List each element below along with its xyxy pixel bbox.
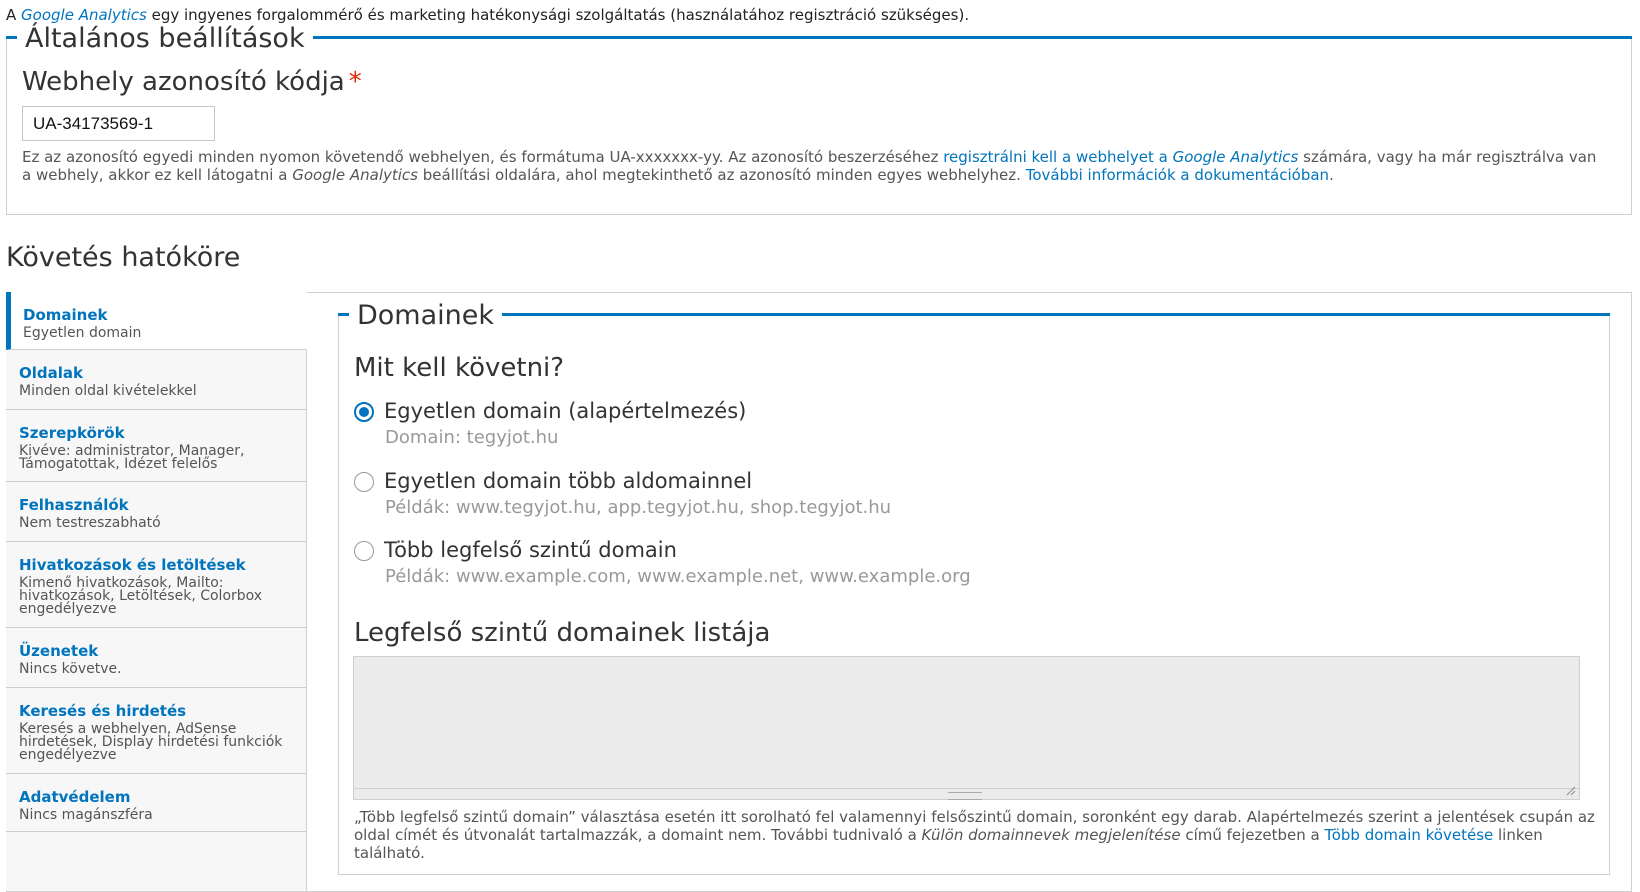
tab-title: Oldalak — [19, 364, 83, 382]
google-analytics-link[interactable]: Google Analytics — [21, 6, 147, 24]
site-id-label: Webhely azonosító kódja * — [22, 67, 362, 97]
radio-single-domain-subdomains[interactable] — [354, 472, 374, 492]
tab-hivatkozasok[interactable] — [6, 542, 307, 628]
radio-description: Példák: www.example.com, www.example.net, www.example.org — [385, 566, 971, 587]
textarea-resize-grip[interactable] — [948, 792, 982, 800]
intro-prefix: A — [6, 6, 17, 24]
tab-felhasznalok[interactable] — [6, 482, 307, 542]
site-id-help-text: Ez az azonosító egyedi minden nyomon követendő webhelyen, és formátuma UA-xxxxxxx-yy. Az azonosító beszerzéséhez regisztrálni kell a webhelyet a Google Analytics számára, vagy ha már regisztrálva van a webhely, akkor ez kell látogatni a Google Analytics beállítási oldalára, ahol megtekinthető az azonosító minden egyes webhelyhez. További információk a dokumentációban. — [22, 148, 1597, 184]
tab-summary: Nem testreszabható — [19, 515, 161, 531]
resize-corner-icon[interactable] — [1566, 786, 1576, 796]
tab-title: Szerepkörök — [19, 424, 125, 442]
tld-list-textarea[interactable] — [353, 656, 1580, 800]
tab-summary: Kimenő hivatkozások, Mailto: hivatkozások, Letöltések, Colorbox engedélyezve — [19, 575, 263, 617]
required-marker: * — [348, 67, 362, 97]
tab-summary: Keresés a webhelyen, AdSense hirdetések, Display hirdetési funkciók engedélyezve — [19, 721, 283, 763]
tab-title: Adatvédelem — [19, 788, 131, 806]
tab-summary: Kivéve: administrator, Manager, Támogatottak, Idézet felelős — [19, 443, 245, 472]
textarea-resize-bar — [354, 788, 1579, 789]
tab-szerepkorok[interactable] — [6, 410, 307, 482]
radio-label: Egyetlen domain (alapértelmezés) — [384, 399, 747, 423]
tab-summary: Egyetlen domain — [23, 325, 142, 341]
general-settings-legend: Általános beállítások — [17, 24, 313, 54]
radio-single-domain[interactable] — [354, 402, 374, 422]
tab-title: Üzenetek — [19, 642, 99, 660]
tab-title: Keresés és hirdetés — [19, 702, 187, 720]
site-id-input[interactable] — [22, 106, 215, 141]
fieldset-top-border — [250, 36, 1632, 39]
intro-suffix: egy ingyenes forgalommérő és marketing hatékonysági szolgáltatás (használatához regisztráció szükséges). — [146, 6, 970, 24]
tab-uzenetek[interactable] — [6, 628, 307, 688]
intro-text — [6, 6, 969, 24]
radio-multiple-tld[interactable] — [354, 541, 374, 561]
tab-summary: Nincs magánszféra — [19, 807, 153, 823]
tab-title: Felhasználók — [19, 496, 129, 514]
tab-adatvedelem[interactable] — [6, 774, 307, 832]
tab-title: Domainek — [23, 306, 108, 324]
tracking-scope-heading: Követés hatóköre — [6, 242, 241, 273]
multi-domain-tracking-link[interactable]: Több domain követése — [1324, 826, 1494, 844]
tab-kereses-hirdetes[interactable] — [6, 688, 307, 774]
radio-description: Példák: www.tegyjot.hu, app.tegyjot.hu, shop.tegyjot.hu — [385, 497, 892, 518]
radio-label: Egyetlen domain több aldomainnel — [384, 469, 753, 493]
documentation-link[interactable]: További információk a dokumentációban — [1025, 166, 1330, 184]
tld-list-label: Legfelső szintű domainek listája — [354, 618, 771, 648]
pane-top-border — [478, 313, 1610, 316]
radio-description: Domain: tegyjot.hu — [385, 427, 559, 448]
what-to-track-heading: Mit kell követni? — [354, 353, 565, 383]
tab-oldalak[interactable] — [6, 350, 307, 410]
tab-summary: Nincs követve. — [19, 661, 122, 677]
radio-label: Több legfelső szintű domain — [384, 538, 677, 562]
domains-legend: Domainek — [349, 301, 502, 331]
general-settings-fieldset — [6, 38, 1632, 215]
tab-title: Hivatkozások és letöltések — [19, 556, 246, 574]
tab-summary: Minden oldal kivételekkel — [19, 383, 197, 399]
tld-list-help-text: „Több legfelső szintű domain” választása esetén itt sorolható fel valamennyi felsőszintű domain, soronként egy darab. Alapértelmezés szerint a jelentések csupán az oldal címét és útvonalát tartalmazzák, a domaint nem. További tudnivaló a Külön domainnevek megjelenítése című fejezetben a Több domain követése linken található. — [354, 808, 1595, 862]
tab-domainek[interactable] — [6, 292, 307, 350]
tab-next-partial[interactable] — [6, 832, 307, 892]
register-site-link[interactable]: regisztrálni kell a webhelyet a Google Analytics — [943, 148, 1299, 166]
